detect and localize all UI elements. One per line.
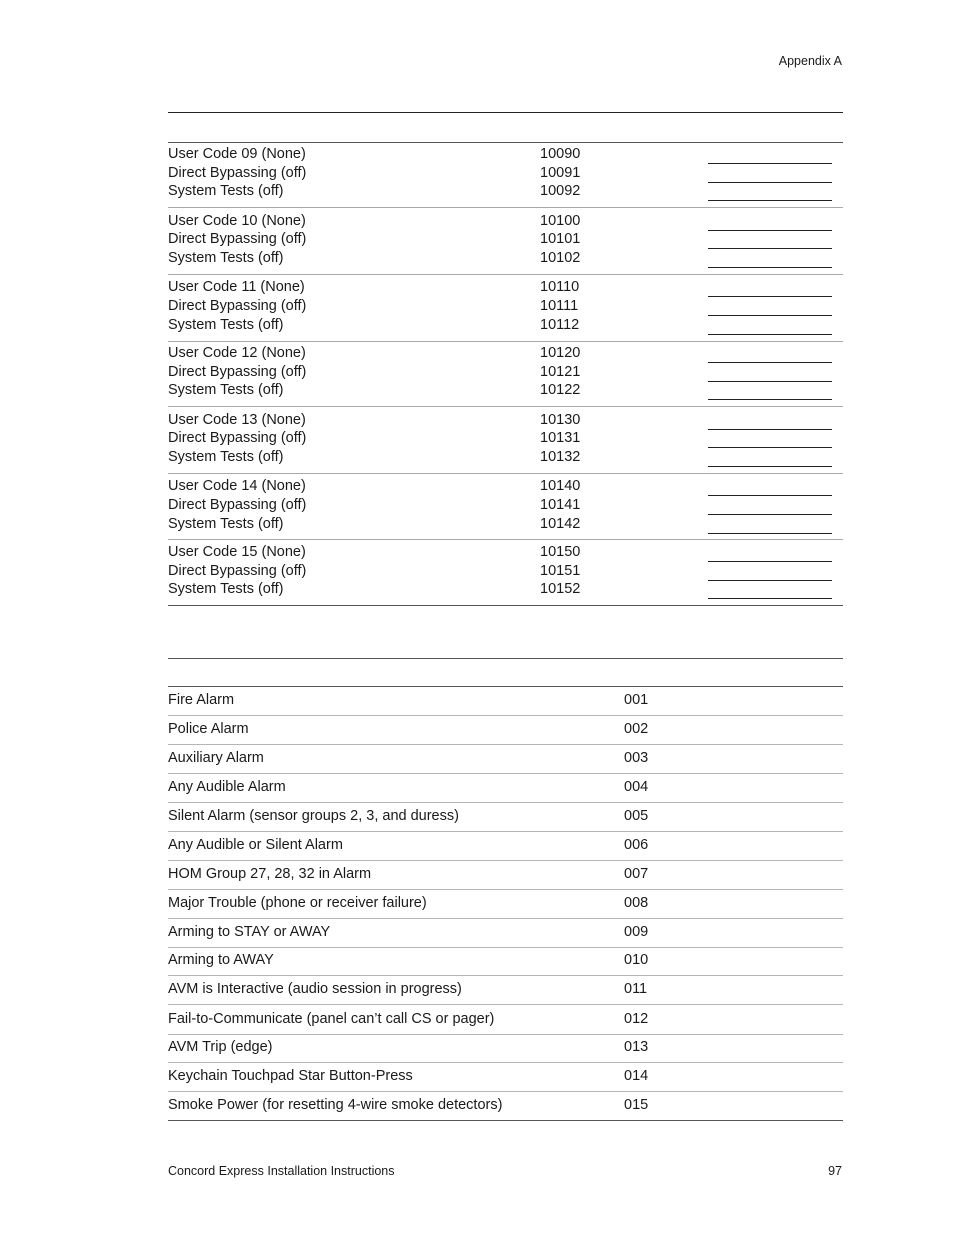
user-code-group [168, 412, 843, 478]
event-row [168, 1034, 843, 1063]
direct-bypassing-label: Direct Bypassing (off) [168, 298, 307, 314]
event-row [168, 832, 843, 861]
system-tests-label: System Tests (off) [168, 382, 284, 398]
event-code: 001 [624, 692, 649, 708]
location-number: 10141 [540, 497, 581, 513]
footer-document-title: Concord Express Installation Instructions [168, 1164, 395, 1178]
entry-blank[interactable] [708, 315, 832, 316]
user-code-label: User Code 15 (None) [168, 544, 306, 560]
direct-bypassing-label: Direct Bypassing (off) [168, 165, 307, 181]
group-divider [168, 341, 843, 342]
user-code-label: User Code 14 (None) [168, 478, 306, 494]
entry-blank[interactable] [708, 598, 832, 599]
user-code-group [168, 213, 843, 279]
event-code: 010 [624, 952, 649, 968]
event-row [168, 1063, 843, 1092]
event-code: 015 [624, 1097, 649, 1113]
entry-blank[interactable] [708, 182, 832, 183]
page-number: 97 [828, 1164, 842, 1178]
event-name: Major Trouble (phone or receiver failure) [168, 895, 427, 911]
event-row [168, 1092, 843, 1121]
event-code: 005 [624, 808, 649, 824]
entry-blank[interactable] [708, 230, 832, 231]
direct-bypassing-label: Direct Bypassing (off) [168, 497, 307, 513]
entry-blank[interactable] [708, 399, 832, 400]
event-row [168, 687, 843, 716]
user-code-label: User Code 11 (None) [168, 279, 305, 295]
event-code: 007 [624, 866, 649, 882]
user-code-group [168, 146, 843, 212]
event-section-divider [168, 658, 843, 659]
running-header: Appendix A [778, 54, 842, 68]
event-row [168, 890, 843, 919]
event-row [168, 976, 843, 1005]
location-number: 10090 [540, 146, 581, 162]
event-name: Any Audible Alarm [168, 779, 286, 795]
location-number: 10120 [540, 345, 581, 361]
top-divider [168, 112, 843, 113]
entry-blank[interactable] [708, 561, 832, 562]
user-code-group [168, 478, 843, 544]
entry-blank[interactable] [708, 447, 832, 448]
event-name: Silent Alarm (sensor groups 2, 3, and duress) [168, 808, 459, 824]
location-number: 10150 [540, 544, 581, 560]
event-name: Keychain Touchpad Star Button-Press [168, 1068, 413, 1084]
location-number: 10101 [540, 231, 581, 247]
location-number: 10100 [540, 213, 581, 229]
entry-blank[interactable] [708, 362, 832, 363]
system-tests-label: System Tests (off) [168, 449, 284, 465]
location-number: 10112 [540, 317, 580, 333]
event-row [168, 803, 843, 832]
event-name: Smoke Power (for resetting 4-wire smoke detectors) [168, 1097, 503, 1113]
user-code-label: User Code 13 (None) [168, 412, 306, 428]
entry-blank[interactable] [708, 580, 832, 581]
event-row [168, 1006, 843, 1035]
location-number: 10142 [540, 516, 581, 532]
event-code: 014 [624, 1068, 649, 1084]
location-number: 10092 [540, 183, 581, 199]
location-number: 10091 [540, 165, 581, 181]
table-top-rule [168, 142, 843, 143]
event-name: Fail-to-Communicate (panel can’t call CS or pager) [168, 1011, 495, 1027]
event-name: Arming to STAY or AWAY [168, 924, 331, 940]
location-number: 10121 [540, 364, 581, 380]
event-name: Arming to AWAY [168, 952, 274, 968]
entry-blank[interactable] [708, 334, 832, 335]
group-divider [168, 274, 843, 275]
event-code: 003 [624, 750, 649, 766]
event-code: 006 [624, 837, 649, 853]
location-number: 10151 [540, 563, 581, 579]
location-number: 10130 [540, 412, 581, 428]
event-row [168, 716, 843, 745]
event-code: 004 [624, 779, 649, 795]
entry-blank[interactable] [708, 381, 832, 382]
entry-blank[interactable] [708, 200, 832, 201]
system-tests-label: System Tests (off) [168, 183, 284, 199]
event-code: 013 [624, 1039, 649, 1055]
location-number: 10131 [540, 430, 581, 446]
location-number: 10132 [540, 449, 581, 465]
entry-blank[interactable] [708, 495, 832, 496]
entry-blank[interactable] [708, 514, 832, 515]
entry-blank[interactable] [708, 533, 832, 534]
group-divider [168, 406, 843, 407]
group-divider [168, 539, 843, 540]
user-code-group [168, 279, 843, 345]
group-divider [168, 207, 843, 208]
system-tests-label: System Tests (off) [168, 516, 284, 532]
user-code-group [168, 544, 843, 610]
user-code-label: User Code 12 (None) [168, 345, 306, 361]
location-number: 10110 [540, 279, 580, 295]
event-name: Any Audible or Silent Alarm [168, 837, 343, 853]
system-tests-label: System Tests (off) [168, 581, 284, 597]
direct-bypassing-label: Direct Bypassing (off) [168, 563, 307, 579]
location-number: 10152 [540, 581, 581, 597]
direct-bypassing-label: Direct Bypassing (off) [168, 231, 307, 247]
entry-blank[interactable] [708, 163, 832, 164]
event-row [168, 947, 843, 976]
event-row [168, 861, 843, 890]
user-code-group [168, 345, 843, 411]
user-code-label: User Code 10 (None) [168, 213, 306, 229]
entry-blank[interactable] [708, 267, 832, 268]
system-tests-label: System Tests (off) [168, 250, 284, 266]
direct-bypassing-label: Direct Bypassing (off) [168, 364, 307, 380]
event-name: Police Alarm [168, 721, 249, 737]
entry-blank[interactable] [708, 248, 832, 249]
event-row [168, 774, 843, 803]
system-tests-label: System Tests (off) [168, 317, 284, 333]
entry-blank[interactable] [708, 429, 832, 430]
location-number: 10122 [540, 382, 581, 398]
event-name: AVM Trip (edge) [168, 1039, 273, 1055]
event-code: 008 [624, 895, 649, 911]
event-code: 012 [624, 1011, 649, 1027]
user-code-label: User Code 09 (None) [168, 146, 306, 162]
event-name: HOM Group 27, 28, 32 in Alarm [168, 866, 372, 882]
location-number: 10111 [540, 298, 579, 314]
event-row [168, 745, 843, 774]
event-code: 009 [624, 924, 649, 940]
event-name: AVM is Interactive (audio session in progress) [168, 981, 462, 997]
event-code: 002 [624, 721, 649, 737]
event-row [168, 919, 843, 948]
entry-blank[interactable] [708, 296, 832, 297]
direct-bypassing-label: Direct Bypassing (off) [168, 430, 307, 446]
event-name: Auxiliary Alarm [168, 750, 264, 766]
entry-blank[interactable] [708, 466, 832, 467]
location-number: 10102 [540, 250, 581, 266]
group-divider [168, 473, 843, 474]
event-code: 011 [624, 981, 648, 997]
event-name: Fire Alarm [168, 692, 235, 708]
table-bottom-rule [168, 605, 843, 606]
location-number: 10140 [540, 478, 581, 494]
